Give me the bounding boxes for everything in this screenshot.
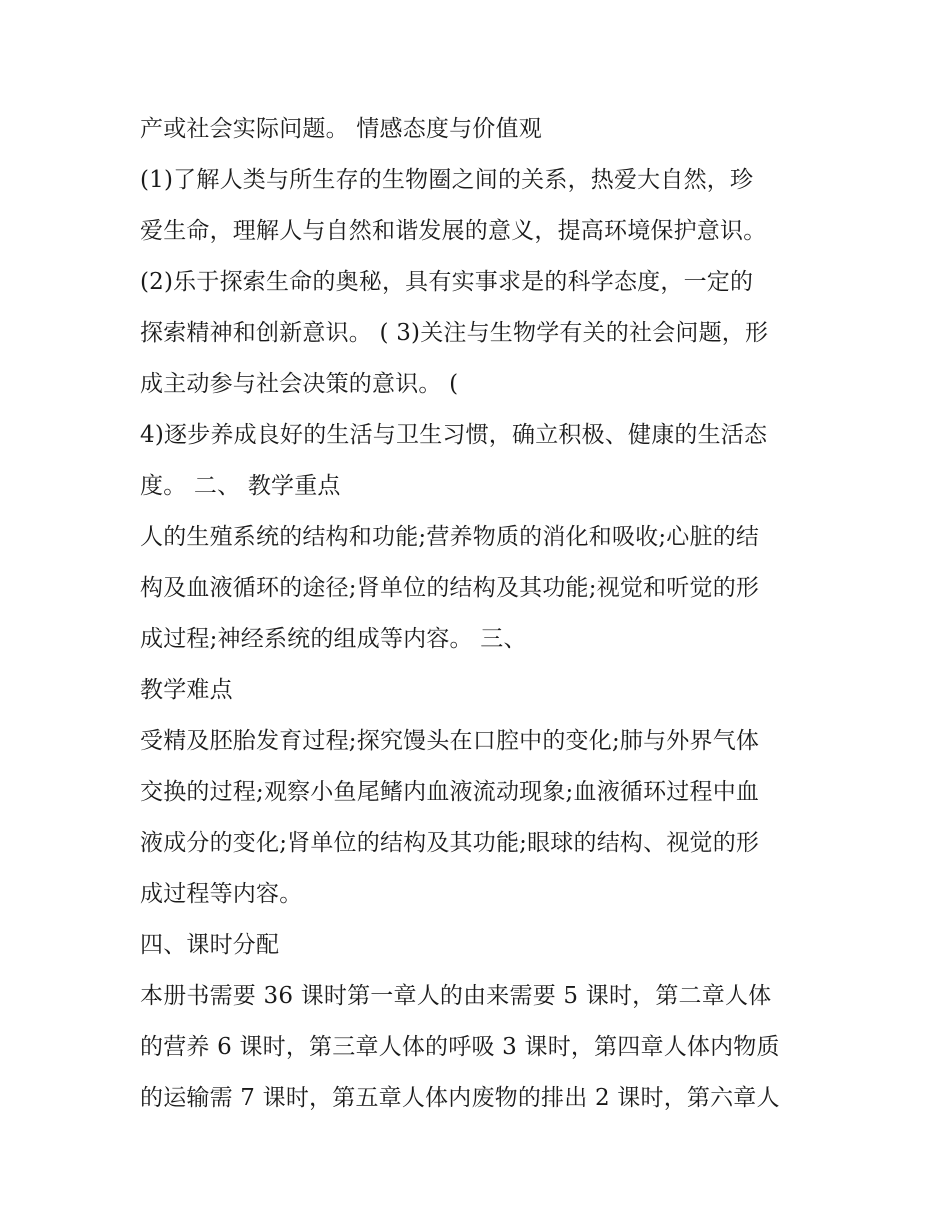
text-line: 成过程等内容。 xyxy=(140,881,303,907)
text-line: 探索精神和创新意识。 ( 3)关注与生物学有关的社会问题，形 xyxy=(140,320,769,346)
text-line: 的运输需 7 课时，第五章人体内废物的排出 2 课时，第六章人 xyxy=(140,1085,780,1111)
text-line: 度。 二、 教学重点 xyxy=(140,473,341,499)
text-line: 人的生殖系统的结构和功能;营养物质的消化和吸收;心脏的结 xyxy=(140,524,760,550)
text-line: (2)乐于探索生命的奥秘，具有实事求是的科学态度，一定的 xyxy=(140,269,754,295)
text-line: 4)逐步养成良好的生活与卫生习惯，确立积极、健康的生活态 xyxy=(140,422,768,448)
text-line: 的营养 6 课时，第三章人体的呼吸 3 课时，第四章人体内物质 xyxy=(140,1034,780,1060)
text-line: 成主动参与社会决策的意识。 ( xyxy=(140,371,459,397)
text-line: 交换的过程;观察小鱼尾鳍内血液流动现象;血液循环过程中血 xyxy=(140,779,760,805)
text-line: 受精及胚胎发育过程;探究馒头在口腔中的变化;肺与外界气体 xyxy=(140,728,760,754)
text-line: 产或社会实际问题。 情感态度与价值观 xyxy=(140,116,542,142)
text-line: 四、课时分配 xyxy=(140,932,280,958)
text-line: 爱生命，理解人与自然和谐发展的意义，提高环境保护意识。 xyxy=(140,218,767,244)
text-line: 液成分的变化;肾单位的结构及其功能;眼球的结构、视觉的形 xyxy=(140,830,760,856)
text-line: 本册书需要 36 课时第一章人的由来需要 5 课时，第二章人体 xyxy=(140,983,772,1009)
text-line: 成过程;神经系统的组成等内容。 三、 xyxy=(140,626,527,652)
text-line: 教学难点 xyxy=(140,677,233,703)
text-line: 构及血液循环的途径;肾单位的结构及其功能;视觉和听觉的形 xyxy=(140,575,760,601)
text-line: (1)了解人类与所生存的生物圈之间的关系，热爱大自然，珍 xyxy=(140,167,754,193)
